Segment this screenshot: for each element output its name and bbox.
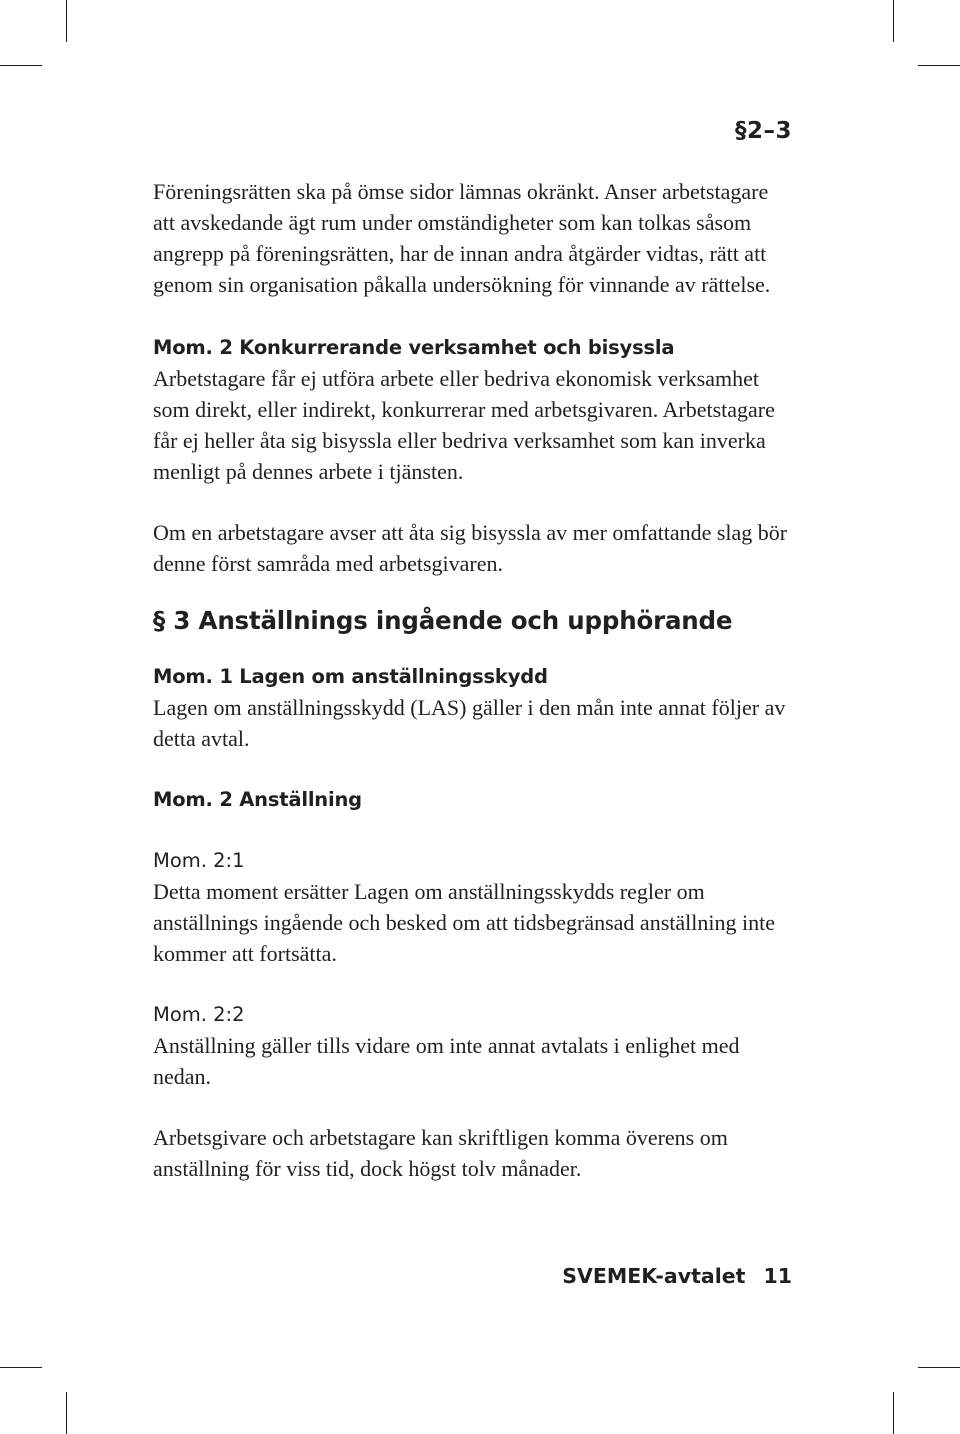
crop-mark: [918, 1367, 960, 1368]
mom21-paragraph: Detta moment ersätter Lagen om anställningsskydds regler om anställnings ingående och besked om att tidsbegränsad anställning inte kommer att fortsätta.: [153, 879, 775, 966]
mom2-paragraph-2: Om en arbetstagare avser att åta sig bisyssla av mer omfattande slag bör denne först samråda med arbetsgivaren.: [153, 520, 788, 576]
crop-mark: [0, 65, 42, 66]
mom2-paragraph: Arbetstagare får ej utföra arbete eller bedriva ekonomisk verksamhet som direkt, eller indirekt, konkurrerar med arbetsgivaren. Arbetstagare får ej heller åta sig bisyssla eller bedriva verksamhet som kan inverka menligt på dennes arbete i tjänsten.: [153, 366, 775, 484]
mom22-paragraph: Anställning gäller tills vidare om inte annat avtalats i enlighet med nedan.: [153, 1033, 740, 1089]
crop-mark: [0, 1367, 42, 1368]
section-reference: §2–3: [734, 118, 792, 144]
mom22-paragraph-2: Arbetsgivare och arbetstagare kan skriftligen komma överens om anställning för viss tid, dock högst tolv månader.: [153, 1125, 728, 1181]
publication-title: SVEMEK-avtalet: [562, 1264, 746, 1288]
crop-mark: [893, 1392, 894, 1434]
mom1-heading: Mom. 1 Lagen om anställningsskydd: [153, 665, 548, 688]
mom21-label: Mom. 2:1: [153, 849, 245, 872]
mom22-label: Mom. 2:2: [153, 1003, 245, 1026]
crop-mark: [893, 0, 894, 42]
mom2-heading: Mom. 2 Konkurrerande verksamhet och bisyssla: [153, 336, 675, 359]
page-number: 11: [763, 1264, 792, 1288]
mom2-anstallning-heading: Mom. 2 Anställning: [153, 788, 362, 811]
page-content: [153, 176, 793, 1184]
page-footer: [562, 1264, 792, 1288]
crop-mark: [66, 0, 67, 42]
section-3-heading: § 3 Anställnings ingående och upphörande: [153, 606, 733, 635]
paragraph-foreningsratten: Föreningsrätten ska på ömse sidor lämnas okränkt. Anser arbetstagare att avskedande ägt rum under omständigheter som kan tolkas såsom angrepp på föreningsrätten, har de innan andra åtgärder vidtas, rätt att genom sin organisation påkalla undersökning för vinnande av rättelse.: [153, 179, 771, 297]
crop-mark: [918, 65, 960, 66]
mom1-paragraph: Lagen om anställningsskydd (LAS) gäller i den mån inte annat följer av detta avtal.: [153, 695, 786, 751]
crop-mark: [66, 1392, 67, 1434]
